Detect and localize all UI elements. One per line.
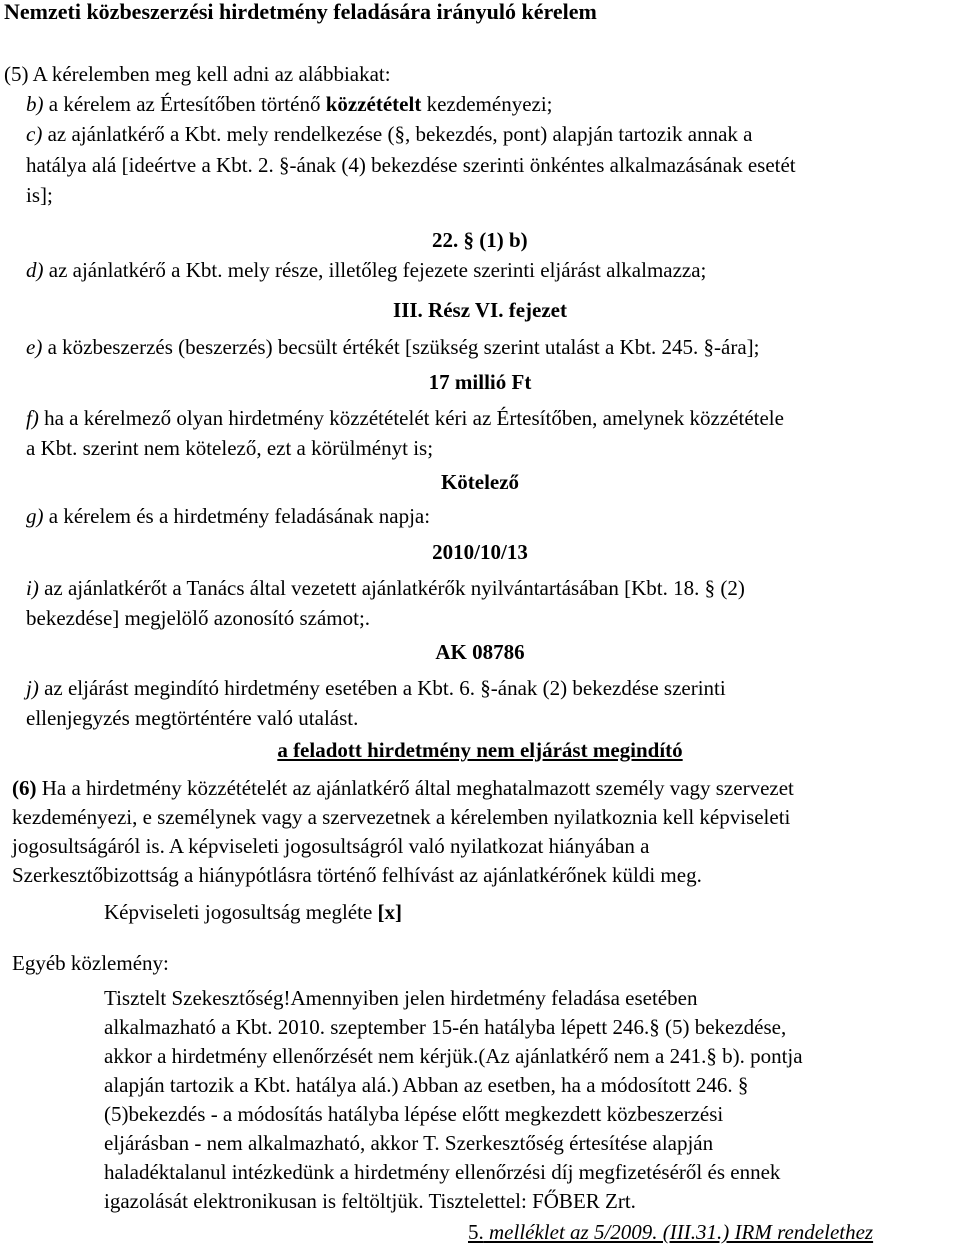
item-d-text: az ajánlatkérő a Kbt. mely része, illetőleg fejezete szerinti eljárást alkalmazza; xyxy=(43,258,707,282)
other-notice-label: Egyéb közlemény: xyxy=(12,951,169,975)
item-d-answer: III. Rész VI. fejezet xyxy=(393,298,567,322)
other-notice-line: akkor a hirdetmény ellenőrzését nem kérjük.(Az ajánlatkérő nem a 241.§ b). pontja xyxy=(104,1044,803,1068)
item-i-line-2: bekezdése] megjelölő azonosító számot;. xyxy=(26,606,371,630)
item-f-text-1: ha a kérelmező olyan hirdetmény közzétételét kéri az Értesítőben, amelynek közzététele xyxy=(38,406,784,430)
item-g-label: g) xyxy=(26,504,44,528)
item-e xyxy=(26,333,760,361)
item-c-text-1: az ajánlatkérő a Kbt. mely rendelkezése (§, bekezdés, pont) alapján tartozik annak a xyxy=(42,122,753,146)
page-title: Nemzeti közbeszerzési hirdetmény feladására irányuló kérelem xyxy=(4,0,597,24)
item-f-answer: Kötelező xyxy=(440,470,520,494)
item-d-label: d) xyxy=(26,258,44,282)
item-e-label: e) xyxy=(26,335,43,359)
other-notice-line: alapján tartozik a Kbt. hatálya alá.) Abban az esetben, ha a módosított 246. § xyxy=(104,1073,749,1097)
item-b-label: b) xyxy=(26,92,44,116)
item-c-line-3: is]; xyxy=(26,183,53,207)
item-e-text: a közbeszerzés (beszerzés) becsült értékét [szükség szerint utalást a Kbt. 245. §-ára]; xyxy=(42,335,760,359)
item-j-line-2: ellenjegyzés megtörténtére való utalást. xyxy=(26,706,359,730)
section-6-label: (6) xyxy=(12,776,37,800)
item-b-text: a kérelem az Értesítőben történő xyxy=(43,92,326,116)
item-g xyxy=(26,502,430,530)
section-6-line-4: Szerkesztőbizottság a hiánypótlásra történő felhívást az ajánlatkérőnek küldi meg. xyxy=(12,863,702,887)
section-6-line-2: kezdeményezi, e személynek vagy a szervezetnek a kérelemben nyilatkoznia kell képviseleti xyxy=(12,805,791,829)
item-c-line-2: hatálya alá [ideértve a Kbt. 2. §-ának (4) bekezdése szerinti önkéntes alkalmazásának esetét xyxy=(26,153,796,177)
item-f-line-1 xyxy=(26,404,784,432)
item-j-answer: a feladott hirdetmény nem eljárást megindító xyxy=(277,738,683,762)
section-6-line-3: jogosultságáról is. A képviseleti jogosultságról való nyilatkozat hiányában a xyxy=(12,834,650,858)
item-c-label: c) xyxy=(26,122,43,146)
item-c-answer: 22. § (1) b) xyxy=(432,228,528,252)
item-j-line-1 xyxy=(26,674,726,702)
item-i-text-1: az ajánlatkérőt a Tanács által vezetett ajánlatkérők nyilvántartásában [Kbt. 18. § (2) xyxy=(38,576,745,600)
representation-label: Képviseleti jogosultság megléte xyxy=(104,900,378,924)
other-notice-line: igazolását elektronikusan is feltöltjük. Tisztelettel: FŐBER Zrt. xyxy=(104,1189,636,1213)
item-d xyxy=(26,256,706,284)
item-g-answer: 2010/10/13 xyxy=(432,540,528,564)
item-b-text-end: kezdeményezi; xyxy=(421,92,553,116)
item-j-text-1: az eljárást megindító hirdetmény esetében a Kbt. 6. §-ának (2) bekezdése szerinti xyxy=(38,676,726,700)
section-5-intro xyxy=(4,60,391,88)
item-b xyxy=(26,90,553,118)
other-notice-line: (5)bekezdés - a módosítás hatályba lépése előtt megkezdett közbeszerzési xyxy=(104,1102,724,1126)
section-5-label: (5) A kérelemben meg kell adni az alábbiakat: xyxy=(4,62,391,86)
item-b-bold: közzétételt xyxy=(325,92,422,116)
other-notice-line: Tisztelt Szekesztőség!Amennyiben jelen hirdetmény feladása esetében xyxy=(104,986,698,1010)
footer-annex xyxy=(468,1218,873,1246)
item-i-answer: AK 08786 xyxy=(435,640,525,664)
item-c-line-1 xyxy=(26,120,753,148)
item-j-label: j) xyxy=(26,676,39,700)
footer-annex-number: 5. xyxy=(468,1220,484,1244)
item-f-line-2: a Kbt. szerint nem kötelező, ezt a körülményt is; xyxy=(26,436,434,460)
other-notice-line: haladéktalanul intézkedünk a hirdetmény ellenőrzési díj megfizetéséről és ennek xyxy=(104,1160,781,1184)
other-notice-line: alkalmazható a Kbt. 2010. szeptember 15-én hatályba lépett 246.§ (5) bekezdése, xyxy=(104,1015,787,1039)
other-notice-line: eljárásban - nem alkalmazható, akkor T. Szerkesztőség értesítése alapján xyxy=(104,1131,714,1155)
representation-checkbox-row xyxy=(104,898,402,926)
item-e-answer: 17 millió Ft xyxy=(428,370,532,394)
footer-annex-text: melléklet az 5/2009. (III.31.) IRM rendelethez xyxy=(483,1220,874,1244)
item-i-line-1 xyxy=(26,574,745,602)
item-g-text: a kérelem és a hirdetmény feladásának napja: xyxy=(43,504,431,528)
item-i-label: i) xyxy=(26,576,39,600)
section-6-text-1: Ha a hirdetmény közzétételét az ajánlatkérő által meghatalmazott személy vagy szervezet xyxy=(36,776,794,800)
item-f-label: f) xyxy=(26,406,39,430)
representation-checkbox[interactable]: [x] xyxy=(377,900,403,924)
section-6-line-1 xyxy=(12,774,794,802)
